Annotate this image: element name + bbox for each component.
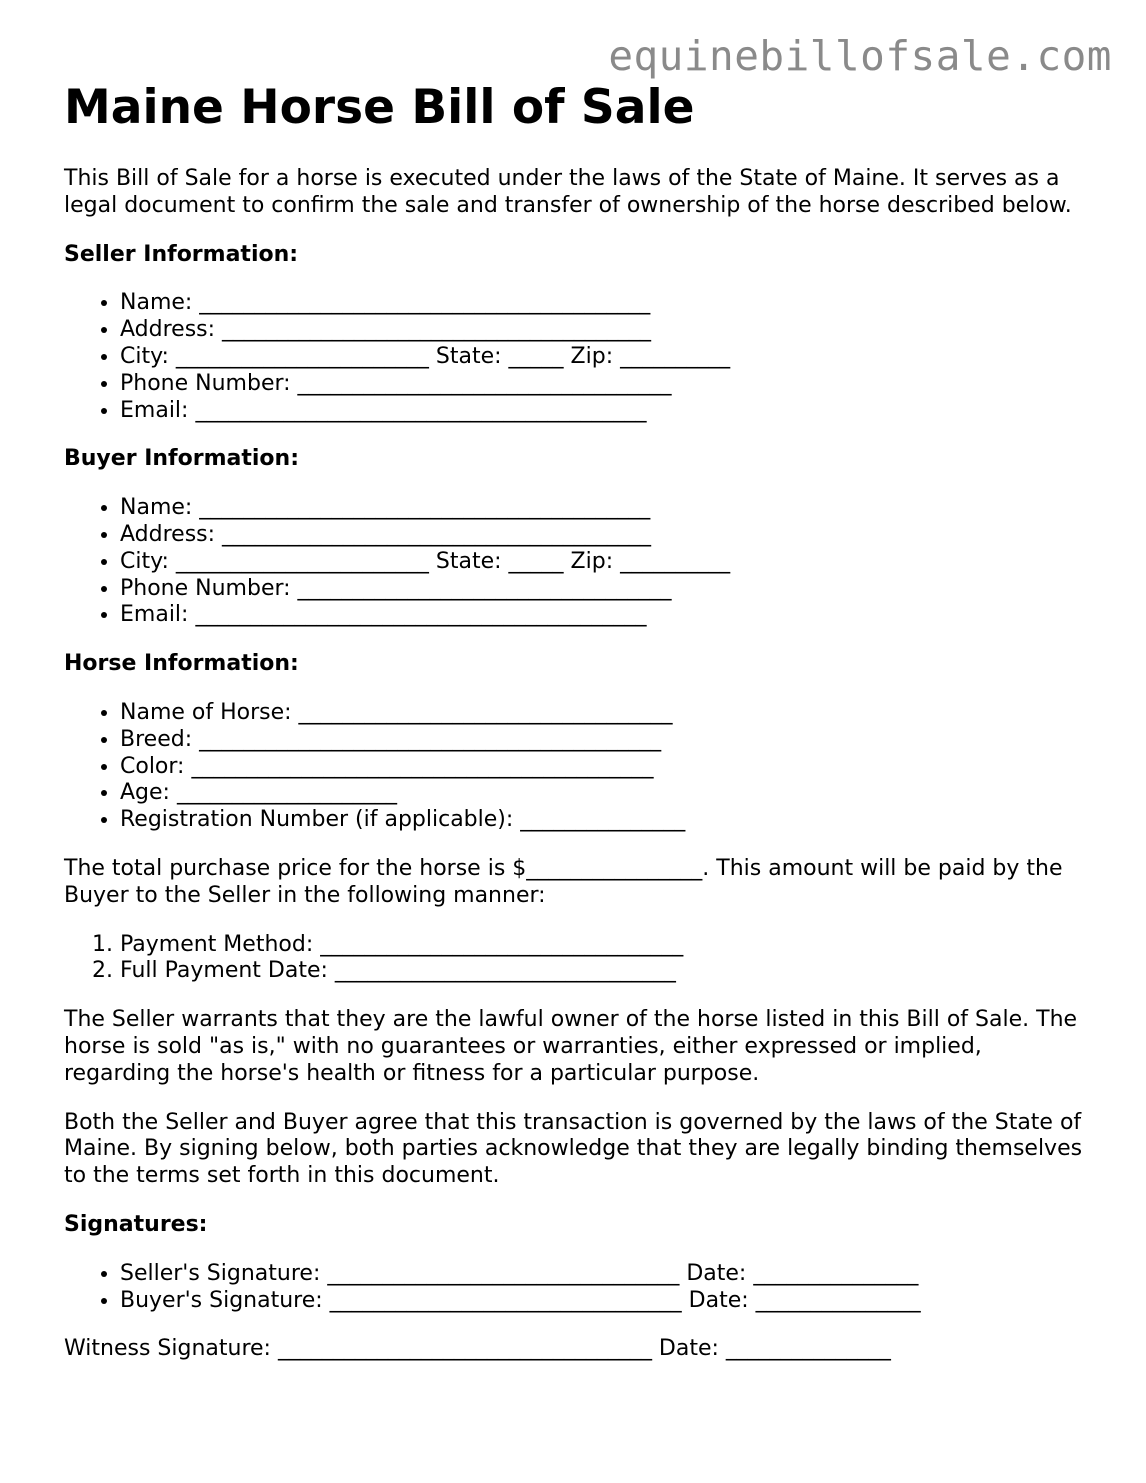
seller-fields-list [64,290,1094,424]
agreement-paragraph: Both the Seller and Buyer agree that this transaction is governed by the laws of the State of Maine. By signing below, both parties acknowledge that they are legally binding themselves to the terms set forth in this document. [64,1109,1083,1189]
seller-address-field: • Address: _______________________________________ [120,317,1094,344]
intro-paragraph: This Bill of Sale for a horse is executed under the laws of the State of Maine. It serves as a legal document to confirm the sale and transfer of ownership of the horse described below. [64,166,1072,218]
price-paragraph: The total purchase price for the horse is $________________. This amount will be paid by the Buyer to the Seller in the following manner: [64,855,1063,908]
seller-signature-line: • Seller's Signature: ________________________________ Date: _______________ [120,1261,1094,1288]
horse-breed-field: • Breed: __________________________________________ [120,727,1094,754]
buyer-signature-line: • Buyer's Signature: ________________________________ Date: _______________ [120,1288,1094,1315]
horse-color-field: • Color: __________________________________________ [120,754,1094,781]
payment-list [64,932,1094,986]
site-watermark: equinebillofsale.com [608,32,1112,80]
seller-phone-field: • Phone Number: __________________________________ [120,371,1094,398]
document-body [64,80,1094,1363]
buyer-name-field: • Name: _________________________________________ [120,495,1094,522]
buyer-address-field: • Address: _______________________________________ [120,522,1094,549]
signatures-list [64,1261,1094,1315]
horse-age-field: • Age: ____________________ [120,780,1094,807]
seller-name-field: • Name: _________________________________________ [120,290,1094,317]
warranty-paragraph: The Seller warrants that they are the lawful owner of the horse listed in this Bill of Sale. The horse is sold "as is," with no guarantees or warranties, either expressed or implied, regarding the horse's health or fitness for a particular purpose. [64,1007,1078,1086]
signatures-heading: Signatures: [64,1211,208,1237]
payment-date-field: 2. Full Payment Date: _______________________________ [120,958,1094,985]
witness-signature-line: Witness Signature: __________________________________ Date: _______________ [64,1336,891,1362]
buyer-heading: Buyer Information: [64,446,299,472]
seller-email-field: • Email: _________________________________________ [120,398,1094,425]
page-title: Maine Horse Bill of Sale [64,80,695,135]
horse-fields-list [64,700,1094,834]
payment-method-field: 1. Payment Method: _________________________________ [120,932,1094,959]
buyer-fields-list [64,495,1094,629]
horse-name-field: • Name of Horse: __________________________________ [120,700,1094,727]
buyer-email-field: • Email: _________________________________________ [120,602,1094,629]
horse-heading: Horse Information: [64,651,299,677]
seller-heading: Seller Information: [64,241,299,267]
horse-registration-field: • Registration Number (if applicable): _______________ [120,807,1094,834]
seller-city-state-zip-field: • City: _______________________ State: _____ Zip: __________ [120,344,1094,371]
buyer-city-state-zip-field: • City: _______________________ State: _____ Zip: __________ [120,549,1094,576]
buyer-phone-field: • Phone Number: __________________________________ [120,576,1094,603]
